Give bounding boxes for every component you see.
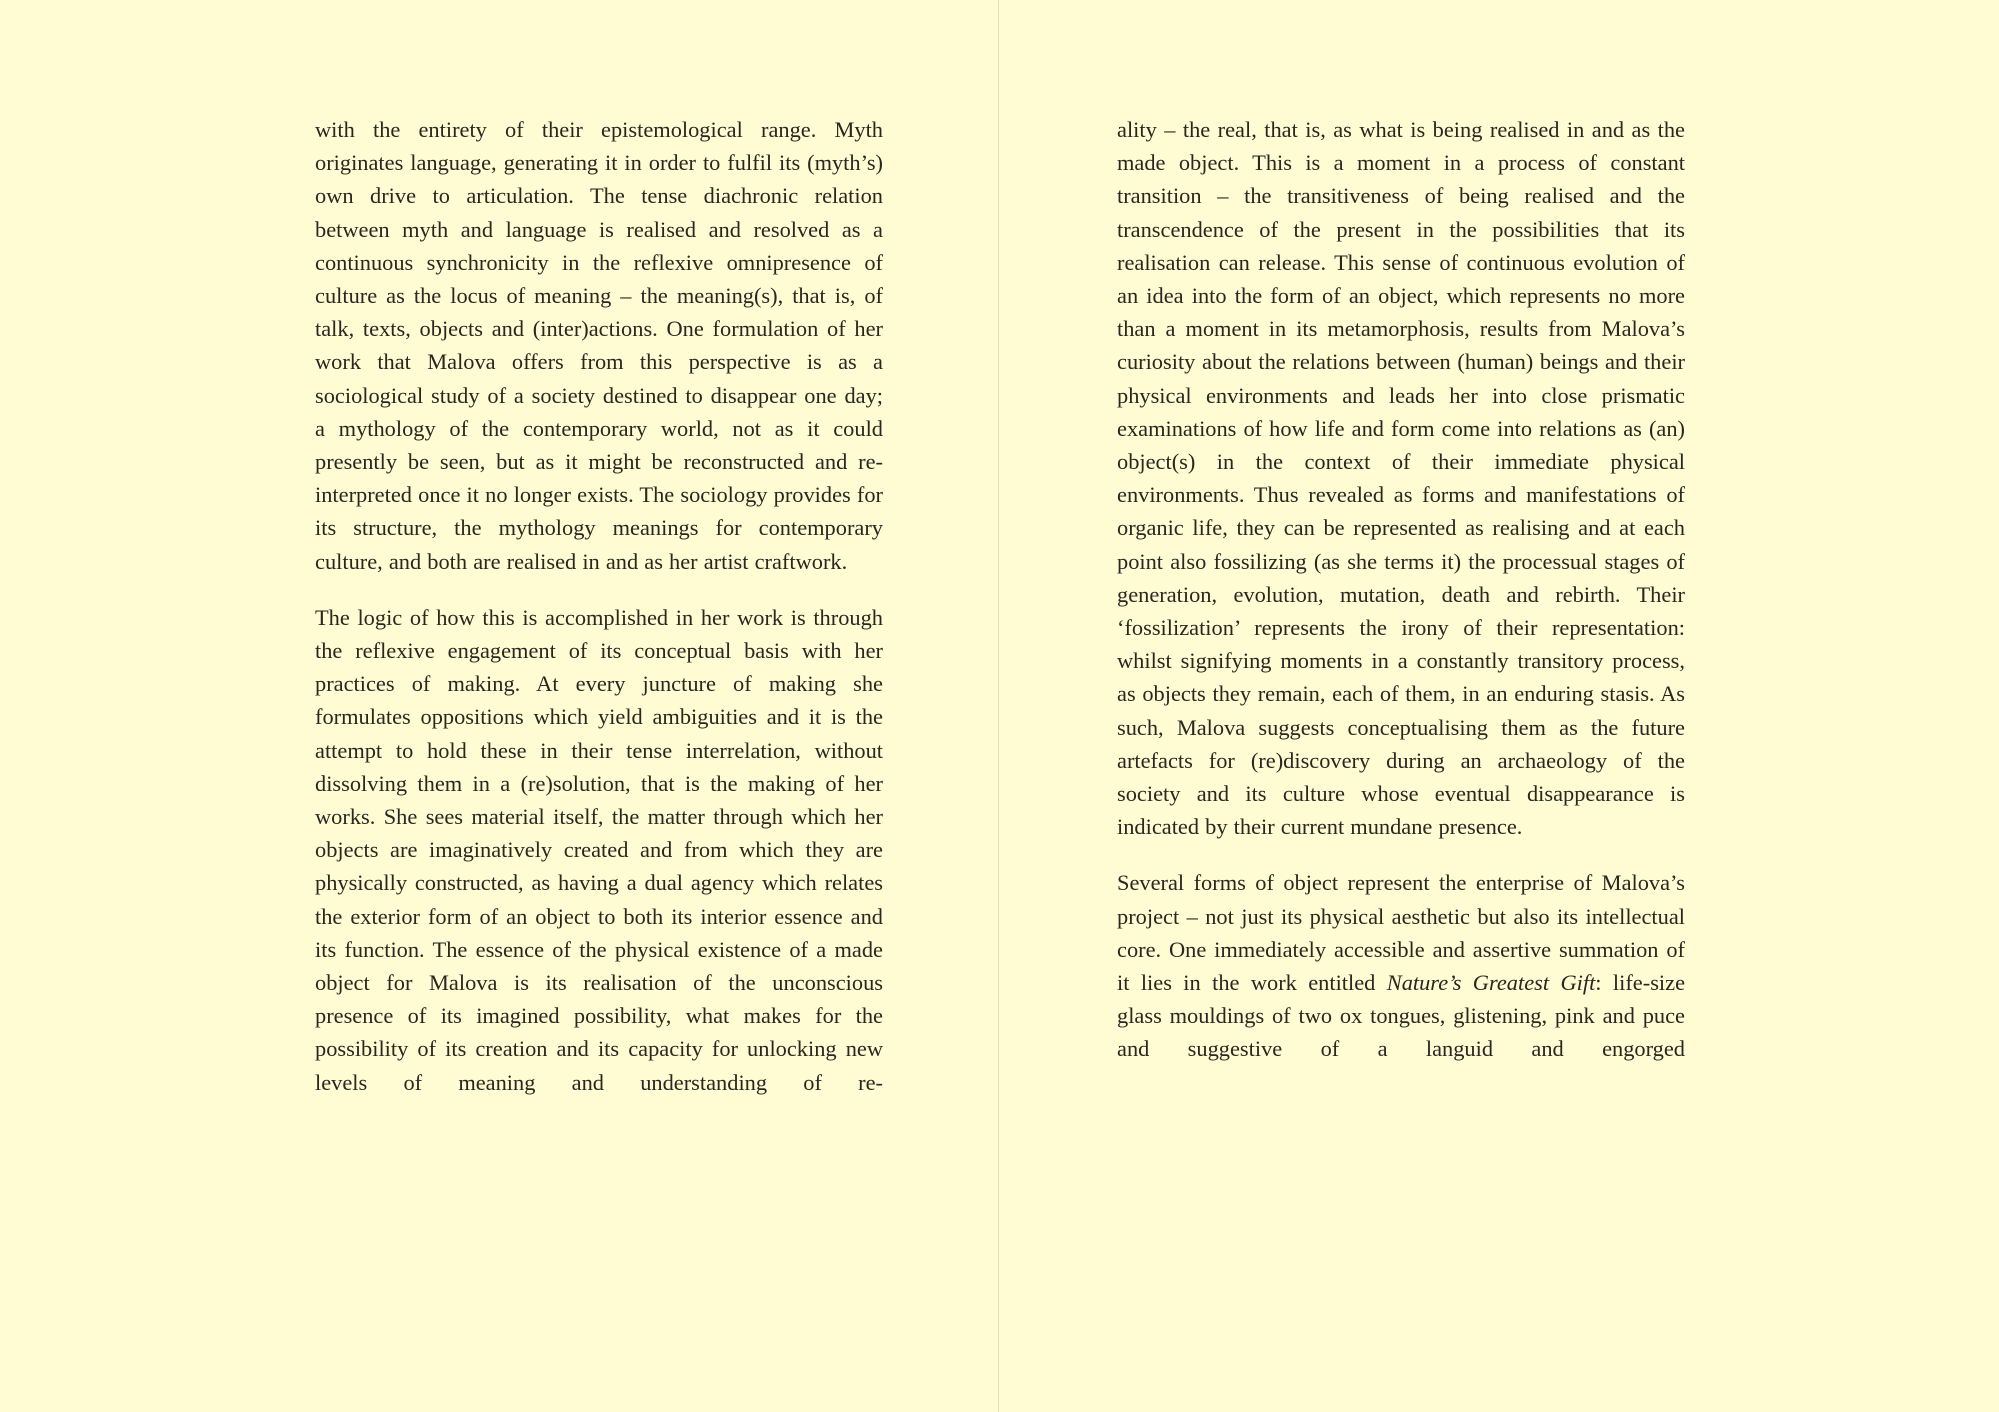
left-text-column [315,113,883,1122]
right-paragraph-1: ality – the real, that is, as what is being realised in and as the made object. This is a moment in a process of constant transition – the transitiveness of being realised and the transcendence of the present in the possibilities that its realisation can release. This sense of continuous evolution of an idea into the form of an object, which represents no more than a moment in its metamorphosis, results from Malova’s curiosity about the relations between (human) beings and their physical environments and leads her into close prismatic examinations of how life and form come into relations as (an) object(s) in the context of their immediate physical environments. Thus revealed as forms and manifestations of organic life, they can be represented as realising and at each point also fossilizing (as she terms it) the processual stages of generation, evolution, mutation, death and rebirth. Their ‘fossilization’ represents the irony of their representation: whilst signifying moments in a constantly transitory process, as objects they remain, each of them, in an enduring stasis. As such, Malova suggests conceptualising them as the future artefacts for (re)discovery during an archaeology of the society and its culture whose eventual disappearance is indicated by their current mundane presence. [1117,117,1685,840]
right-page [1000,0,1999,1412]
right-paragraph-2 [1117,866,1685,1065]
left-paragraph-2: The logic of how this is accomplished in her work is through the reflexive engagement of its conceptual basis with her practices of making. At every juncture of making she formulates oppositions which yield ambiguities and it is the attempt to hold these in their tense interrelation, without dissolving them in a (re)solution, that is the making of her works. She sees material itself, the matter through which her objects are imaginatively created and from which they are physically constructed, as having a dual agency which relates the exterior form of an object to both its interior essence and its function. The essence of the physical existence of a made object for Malova is its realisation of the unconscious presence of its imagined possibility, what makes for the possibility of its creation and its capacity for unlocking new levels of meaning and understanding of re- [315,604,883,1095]
left-paragraph-1: with the entirety of their epistemological range. Myth originates language, generating it in order to fulfil its (myth’s) own drive to articulation. The tense diachronic relation between myth and language is realised and resolved as a continuous synchronicity in the reflexive omnipresence of culture as the locus of meaning – the meaning(s), that is, of talk, texts, objects and (inter)actions. One formulation of her work that Malova offers from this perspective is as a sociological study of a society destined to disappear one day; a mythology of the contemporary world, not as it could presently be seen, but as it might be reconstructed and re-interpreted once it no longer exists. The sociology provides for its structure, the mythology meanings for contemporary culture, and both are realised in and as her artist craftwork. [315,117,883,574]
right-paragraph-2-tail: : life-size glass mouldings of two ox tongues, glistening, pink and puce and suggestive of a languid and engorged [1117,970,1686,1062]
left-page [0,0,999,1412]
right-paragraph-2-lead: Several forms of object represent the enterprise of Malova’s project – not just its physical aesthetic but also its intellectual core. One immediately accessible and assertive summation of it lies in the work entitled [1117,870,1685,996]
artwork-title: Nature’s Greatest Gift [1386,970,1596,996]
right-text-column [1117,113,1685,1089]
page-gutter [998,0,999,1412]
